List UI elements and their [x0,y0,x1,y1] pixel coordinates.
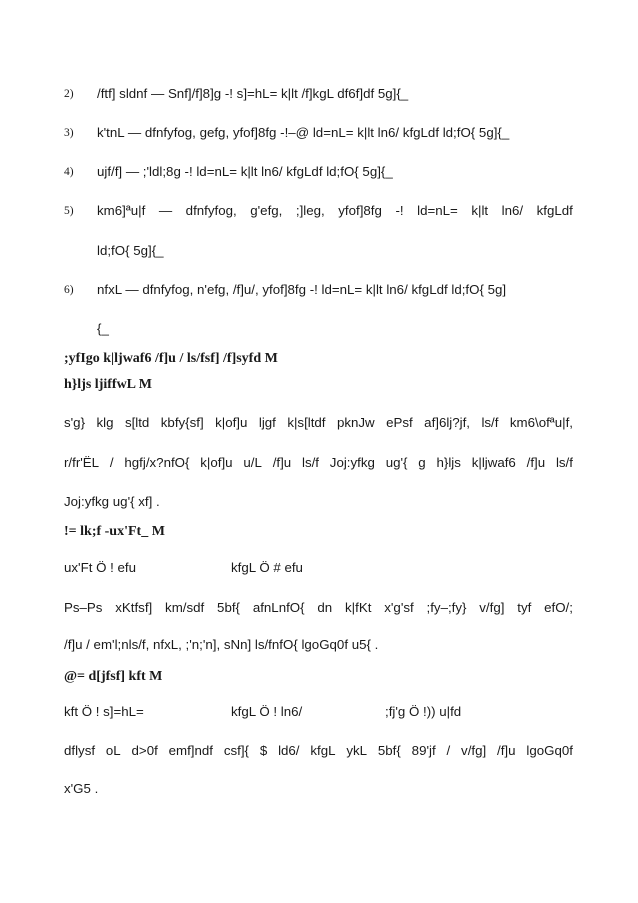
word: v/fg] [461,743,487,758]
word: k|ljwaf6 [471,455,516,470]
list-number: 6) [64,284,74,296]
word: d>0f [131,743,158,758]
word: r/fr'ËL [64,455,100,470]
word: yfof]8fg [338,203,382,218]
word: — [158,203,173,218]
sub-heading: h}ljs ljiffwL M [64,377,152,392]
word: emf]ndf [168,743,213,758]
word: kbfy{sf] [160,415,204,430]
word: v/fg] [479,600,505,615]
word: g'efg, [250,203,283,218]
list-text-justified [97,203,573,219]
ingredient-cell: kft Ö ! s]=hL= [64,704,144,719]
word: /f]u [526,455,546,470]
word: ld6/ [278,743,300,758]
word: ld=nL= [417,203,458,218]
word: ;fy–;fy} [426,600,467,615]
word: ls/f [301,455,319,470]
word: k|of]u [215,415,248,430]
section-heading: ;yfIgo k|ljwaf6 /f]u / ls/fsf] /f]syfd M [64,351,278,366]
word: 5bf{ [377,743,401,758]
word: af]6lj?jf, [424,415,470,430]
word: Ps–Ps [64,600,103,615]
word: /f]u [497,743,516,758]
list-number: 5) [64,205,74,217]
list-text: /ftf] sldnf — Snf]/f]8]g -! s]=hL= k|lt /f]kgL df6f]df 5g]{_ [97,86,409,101]
list-text: nfxL — dfnfyfog, n'efg, /f]u/, yfof]8fg -! ld=nL= k|lt ln6/ kfgLdf ld;fO{ 5g] [97,282,507,297]
ingredient-cell: ux'Ft Ö ! efu [64,560,137,575]
word: s'g} [64,415,86,430]
word: g [418,455,426,470]
word: ePsf [386,415,413,430]
paragraph-line: /f]u / em'l;nls/f, nfxL, ;'n;'n], sNn] ls/fnfO{ lgoGq0f u5{ . [64,637,379,652]
word: hgfj/x?nfO{ [124,455,190,470]
word: k|s[ltdf [287,415,326,430]
word: 5bf{ [217,600,240,615]
word: oL [105,743,121,758]
list-text: ujf/f] — ;'ldl;8g -! ld=nL= k|lt ln6/ kfgLdf ld;fO{ 5g]{_ [97,164,393,179]
word: s[ltd [124,415,150,430]
word: ug'{ [385,455,408,470]
word: k|of]u [200,455,233,470]
word: xKtfsf] [115,600,153,615]
list-number: 3) [64,127,74,139]
word: /f]u [272,455,292,470]
word: k|lt [471,203,489,218]
word: efO/; [544,600,573,615]
paragraph-line [64,743,573,759]
list-text-continued: {_ [97,321,109,336]
paragraph-line: Joj:yfkg ug'{ xf] . [64,494,160,509]
word: / [109,455,114,470]
word: km/sdf [165,600,205,615]
word: dn [317,600,333,615]
word: Joj:yfkg [329,455,375,470]
word: km6]ªu|f [97,203,146,218]
list-text: k'tnL — dfnfyfog, gefg, yfof]8fg -!–@ ld=nL= k|lt ln6/ kfgLdf ld;fO{ 5g]{_ [97,125,510,140]
word: ls/f [555,455,573,470]
word: k|fKt [345,600,372,615]
word: ls/f [481,415,499,430]
word: km6\ofªu|f, [509,415,573,430]
word: dfnfyfog, [185,203,237,218]
paragraph-line [64,455,573,471]
word: 89'jf [411,743,436,758]
word: u/L [243,455,262,470]
word: kfgLdf [536,203,573,218]
word: $ [259,743,268,758]
word: ykL [346,743,368,758]
list-text-continued: ld;fO{ 5g]{_ [97,243,164,258]
word: x'g'sf [384,600,414,615]
word: ;]leg, [295,203,325,218]
section-heading: @= d[jfsf] kft M [64,669,163,684]
list-number: 2) [64,88,74,100]
paragraph-line [64,415,573,431]
word: klg [96,415,114,430]
word: ln6/ [501,203,524,218]
word: / [446,743,451,758]
word: afnLnfO{ [252,600,305,615]
section-heading: != lk;f -ux'Ft_ M [64,524,165,539]
word: csf]{ [223,743,249,758]
ingredient-cell: kfgL Ö ! ln6/ [231,704,303,719]
list-number: 4) [64,166,74,178]
word: kfgL [310,743,336,758]
paragraph-line: x'G5 . [64,781,99,796]
word: pknJw [336,415,375,430]
ingredient-cell: ;fj'g Ö !)) u|fd [385,704,462,719]
paragraph-line [64,600,573,616]
word: ljgf [258,415,276,430]
word: h}ljs [436,455,461,470]
word: lgoGq0f [526,743,573,758]
ingredient-cell: kfgL Ö # efu [231,560,303,575]
word: dflysf [64,743,96,758]
word: tyf [517,600,532,615]
word: -! [395,203,404,218]
